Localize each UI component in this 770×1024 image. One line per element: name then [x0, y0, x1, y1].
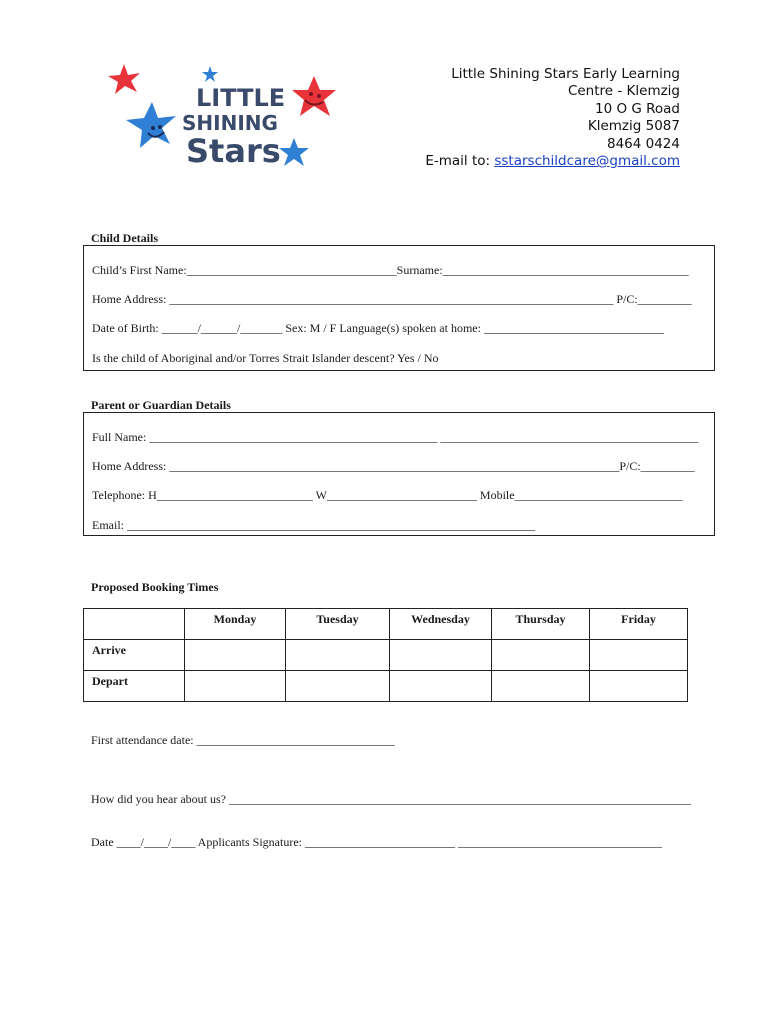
- how-did-you-hear-line[interactable]: How did you hear about us? _____________________________________________________________________________: [91, 792, 691, 806]
- centre-name-line2: Centre - Klemzig: [567, 83, 680, 100]
- first-attendance-line[interactable]: First attendance date: _________________________________: [91, 733, 395, 747]
- centre-email-line: [425, 153, 680, 170]
- red-star-large-icon: [292, 76, 336, 116]
- child-details-box: [83, 245, 715, 371]
- day-header: Wednesday: [390, 609, 492, 640]
- booking-table: [83, 608, 688, 702]
- parent-email-line[interactable]: Email: ____________________________________________________________________: [92, 518, 535, 532]
- child-address-line[interactable]: Home Address: __________________________________________________________________________ P/C:_________: [92, 292, 692, 306]
- signature-line[interactable]: Date ____/____/____ Applicants Signature: _________________________ __________________________________: [91, 835, 662, 849]
- logo-text-line1: LITTLE: [196, 84, 286, 112]
- arrive-friday-cell[interactable]: [590, 640, 688, 671]
- blue-star-small-icon: [202, 66, 218, 82]
- child-dob-line[interactable]: Date of Birth: ______/______/_______ Sex: M / F Language(s) spoken at home: ______________________________: [92, 321, 664, 335]
- little-shining-stars-logo: [104, 60, 344, 180]
- centre-phone: 8464 0424: [606, 135, 680, 152]
- day-header: Monday: [185, 609, 286, 640]
- row-label: Arrive: [84, 640, 185, 671]
- logo-text-line3: Stars: [186, 132, 281, 170]
- arrive-thursday-cell[interactable]: [492, 640, 590, 671]
- blue-star-large-icon: [126, 102, 176, 148]
- booking-arrive-row: [84, 640, 688, 671]
- logo-text-line2: SHINING: [182, 111, 278, 135]
- row-label: Depart: [84, 671, 185, 702]
- booking-title: Proposed Booking Times: [91, 580, 219, 594]
- centre-address: 10 O G Road: [594, 100, 680, 117]
- depart-thursday-cell[interactable]: [492, 671, 590, 702]
- centre-suburb: Klemzig 5087: [587, 118, 680, 135]
- arrive-wednesday-cell[interactable]: [390, 640, 492, 671]
- depart-wednesday-cell[interactable]: [390, 671, 492, 702]
- red-star-icon: [108, 64, 140, 94]
- day-header: Thursday: [492, 609, 590, 640]
- blue-star-bottom-icon: [279, 138, 309, 166]
- parent-name-line[interactable]: Full Name: ________________________________________________ ___________________________________________: [92, 430, 699, 444]
- depart-monday-cell[interactable]: [185, 671, 286, 702]
- child-heritage-line[interactable]: Is the child of Aboriginal and/or Torres Strait Islander descent? Yes / No: [92, 351, 439, 365]
- arrive-tuesday-cell[interactable]: [286, 640, 390, 671]
- child-details-title: Child Details: [91, 231, 159, 245]
- email-link[interactable]: sstarschildcare@gmail.com: [494, 153, 680, 170]
- parent-details-box: [83, 412, 715, 536]
- booking-header-row: [84, 609, 688, 640]
- child-name-line[interactable]: Child’s First Name:___________________________________Surname:_________________________________________: [92, 263, 689, 277]
- booking-corner-cell: [84, 609, 185, 640]
- parent-telephone-line[interactable]: Telephone: H__________________________ W_________________________ Mobile____________________________: [92, 488, 683, 502]
- email-label: E-mail to:: [425, 153, 491, 170]
- day-header: Friday: [590, 609, 688, 640]
- booking-depart-row: [84, 671, 688, 702]
- day-header: Tuesday: [286, 609, 390, 640]
- parent-address-line[interactable]: Home Address: ___________________________________________________________________________P/C:_________: [92, 459, 695, 473]
- centre-name-line1: Little Shining Stars Early Learning: [451, 66, 680, 82]
- depart-tuesday-cell[interactable]: [286, 671, 390, 702]
- arrive-monday-cell[interactable]: [185, 640, 286, 671]
- parent-details-title: Parent or Guardian Details: [91, 398, 231, 412]
- depart-friday-cell[interactable]: [590, 671, 688, 702]
- centre-contact-block: [425, 66, 680, 170]
